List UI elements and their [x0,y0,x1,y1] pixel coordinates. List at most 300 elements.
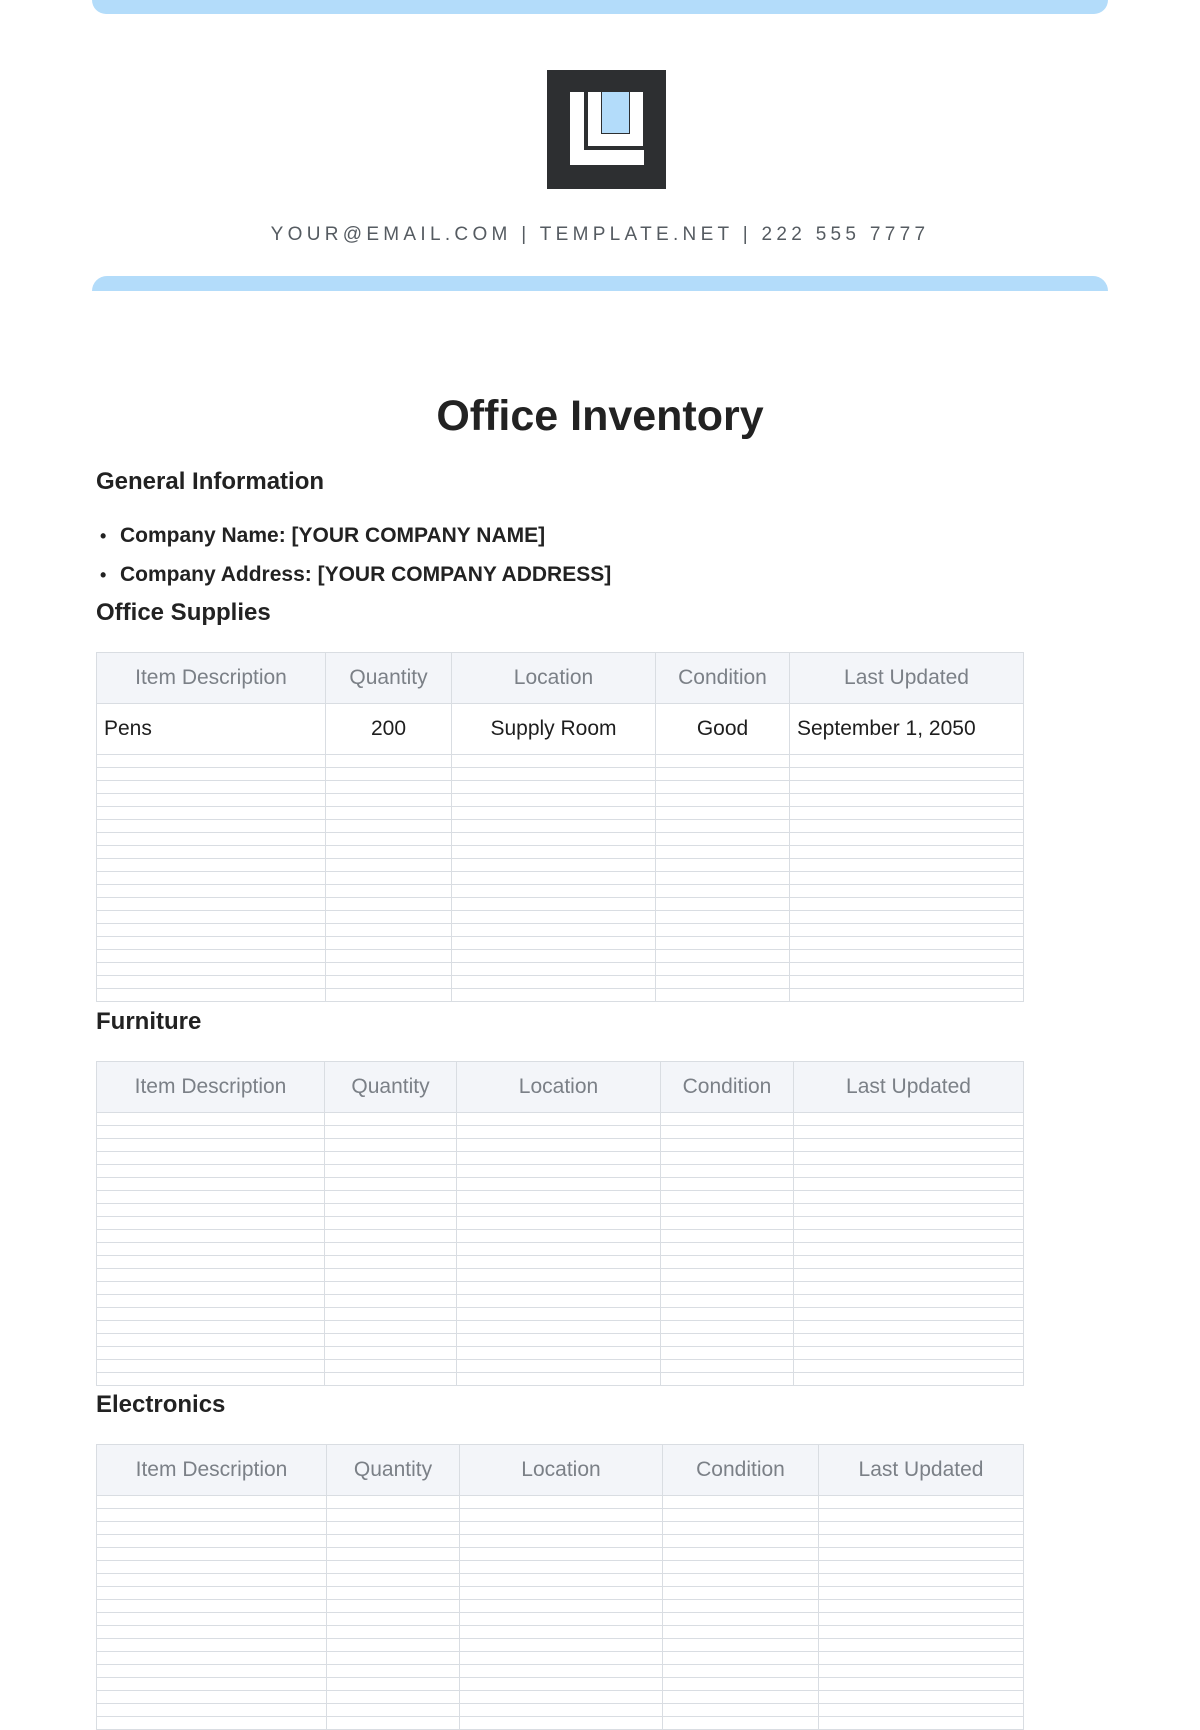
empty-cell[interactable] [326,911,452,924]
empty-cell[interactable] [790,963,1024,976]
empty-cell[interactable] [97,1204,325,1217]
empty-cell[interactable] [663,1639,819,1652]
empty-cell[interactable] [794,1321,1024,1334]
empty-cell[interactable] [794,1308,1024,1321]
empty-cell[interactable] [819,1717,1024,1730]
empty-cell[interactable] [661,1282,794,1295]
empty-cell[interactable] [327,1691,460,1704]
empty-cell[interactable] [325,1152,457,1165]
empty-cell[interactable] [794,1113,1024,1126]
empty-cell[interactable] [97,820,326,833]
empty-cell[interactable] [97,1496,327,1509]
empty-table-row [97,1321,1024,1334]
empty-cell[interactable] [452,924,656,937]
empty-cell[interactable] [794,1152,1024,1165]
empty-cell[interactable] [452,963,656,976]
empty-cell[interactable] [794,1269,1024,1282]
empty-cell[interactable] [97,1522,327,1535]
empty-cell[interactable] [661,1321,794,1334]
empty-cell[interactable] [460,1704,663,1717]
empty-cell[interactable] [326,807,452,820]
empty-cell[interactable] [794,1178,1024,1191]
empty-cell[interactable] [790,950,1024,963]
empty-cell[interactable] [326,781,452,794]
empty-cell[interactable] [663,1678,819,1691]
empty-cell[interactable] [656,898,790,911]
empty-cell[interactable] [325,1243,457,1256]
empty-cell[interactable] [819,1626,1024,1639]
empty-cell[interactable] [97,846,326,859]
empty-cell[interactable] [457,1191,661,1204]
empty-cell[interactable] [656,885,790,898]
empty-cell[interactable] [460,1639,663,1652]
empty-cell[interactable] [452,911,656,924]
empty-cell[interactable] [326,768,452,781]
empty-cell[interactable] [325,1165,457,1178]
empty-cell[interactable] [794,1295,1024,1308]
empty-cell[interactable] [97,1165,325,1178]
empty-cell[interactable] [97,1126,325,1139]
empty-cell[interactable] [790,885,1024,898]
empty-cell[interactable] [819,1613,1024,1626]
empty-cell[interactable] [656,924,790,937]
empty-cell[interactable] [663,1613,819,1626]
empty-cell[interactable] [790,872,1024,885]
empty-cell[interactable] [656,794,790,807]
empty-cell[interactable] [460,1522,663,1535]
empty-cell[interactable] [97,924,326,937]
empty-cell[interactable] [661,1347,794,1360]
empty-cell[interactable] [97,1113,325,1126]
empty-cell[interactable] [661,1308,794,1321]
empty-cell[interactable] [97,1360,325,1373]
empty-table-row [97,820,1024,833]
empty-cell[interactable] [452,937,656,950]
empty-cell[interactable] [452,872,656,885]
empty-cell[interactable] [452,898,656,911]
empty-cell[interactable] [794,1165,1024,1178]
empty-cell[interactable] [663,1626,819,1639]
empty-cell[interactable] [97,911,326,924]
empty-cell[interactable] [97,1548,327,1561]
empty-cell[interactable] [661,1256,794,1269]
empty-cell[interactable] [790,989,1024,1002]
empty-cell[interactable] [326,872,452,885]
empty-cell[interactable] [794,1373,1024,1386]
empty-cell[interactable] [663,1496,819,1509]
empty-cell[interactable] [325,1230,457,1243]
empty-cell[interactable] [325,1321,457,1334]
empty-cell[interactable] [452,794,656,807]
empty-cell[interactable] [325,1334,457,1347]
empty-cell[interactable] [97,1587,327,1600]
cell-quantity[interactable]: 200 [326,704,452,755]
empty-cell[interactable] [794,1204,1024,1217]
cell-location[interactable]: Supply Room [452,704,656,755]
empty-cell[interactable] [790,846,1024,859]
empty-cell[interactable] [790,898,1024,911]
empty-cell[interactable] [460,1574,663,1587]
empty-cell[interactable] [97,1269,325,1282]
empty-cell[interactable] [460,1600,663,1613]
empty-cell[interactable] [790,755,1024,768]
empty-cell[interactable] [97,1282,325,1295]
empty-cell[interactable] [97,898,326,911]
empty-cell[interactable] [790,807,1024,820]
empty-cell[interactable] [325,1191,457,1204]
empty-cell[interactable] [327,1522,460,1535]
empty-cell[interactable] [97,807,326,820]
empty-cell[interactable] [325,1282,457,1295]
empty-cell[interactable] [656,976,790,989]
empty-cell[interactable] [97,1243,325,1256]
empty-cell[interactable] [326,794,452,807]
empty-cell[interactable] [656,937,790,950]
cell-last-updated[interactable]: September 1, 2050 [790,704,1024,755]
empty-cell[interactable] [460,1626,663,1639]
empty-cell[interactable] [326,937,452,950]
empty-cell[interactable] [460,1665,663,1678]
empty-cell[interactable] [656,781,790,794]
empty-cell[interactable] [97,1652,327,1665]
empty-cell[interactable] [326,989,452,1002]
empty-cell[interactable] [663,1509,819,1522]
empty-cell[interactable] [97,1256,325,1269]
empty-cell[interactable] [457,1152,661,1165]
empty-cell[interactable] [97,755,326,768]
empty-cell[interactable] [97,1561,327,1574]
empty-cell[interactable] [661,1152,794,1165]
empty-cell[interactable] [97,1509,327,1522]
empty-cell[interactable] [326,924,452,937]
empty-cell[interactable] [97,1639,327,1652]
empty-cell[interactable] [325,1204,457,1217]
empty-cell[interactable] [790,976,1024,989]
empty-cell[interactable] [327,1548,460,1561]
empty-cell[interactable] [790,781,1024,794]
empty-cell[interactable] [663,1561,819,1574]
empty-cell[interactable] [457,1217,661,1230]
empty-cell[interactable] [794,1282,1024,1295]
empty-cell[interactable] [819,1652,1024,1665]
empty-cell[interactable] [97,1230,325,1243]
empty-cell[interactable] [327,1652,460,1665]
empty-cell[interactable] [97,833,326,846]
empty-cell[interactable] [819,1678,1024,1691]
empty-cell[interactable] [794,1243,1024,1256]
empty-cell[interactable] [327,1626,460,1639]
empty-cell[interactable] [457,1113,661,1126]
empty-cell[interactable] [326,950,452,963]
empty-cell[interactable] [452,781,656,794]
empty-cell[interactable] [327,1574,460,1587]
empty-cell[interactable] [790,794,1024,807]
empty-cell[interactable] [97,1535,327,1548]
empty-cell[interactable] [97,794,326,807]
empty-cell[interactable] [327,1678,460,1691]
empty-cell[interactable] [97,885,326,898]
empty-cell[interactable] [97,1665,327,1678]
empty-cell[interactable] [457,1321,661,1334]
empty-cell[interactable] [327,1704,460,1717]
empty-cell[interactable] [97,963,326,976]
empty-cell[interactable] [790,833,1024,846]
empty-cell[interactable] [97,1321,325,1334]
empty-cell[interactable] [327,1639,460,1652]
empty-cell[interactable] [457,1360,661,1373]
empty-cell[interactable] [457,1230,661,1243]
empty-table-row [97,781,1024,794]
empty-cell[interactable] [327,1717,460,1730]
empty-cell[interactable] [97,1691,327,1704]
empty-cell[interactable] [452,976,656,989]
empty-cell[interactable] [819,1574,1024,1587]
empty-cell[interactable] [97,989,326,1002]
empty-cell[interactable] [457,1256,661,1269]
empty-cell[interactable] [819,1522,1024,1535]
empty-cell[interactable] [819,1665,1024,1678]
empty-cell[interactable] [661,1217,794,1230]
empty-cell[interactable] [794,1256,1024,1269]
empty-cell[interactable] [97,1613,327,1626]
empty-cell[interactable] [97,1717,327,1730]
empty-cell[interactable] [661,1360,794,1373]
empty-cell[interactable] [819,1509,1024,1522]
empty-cell[interactable] [656,820,790,833]
empty-cell[interactable] [452,820,656,833]
empty-cell[interactable] [656,950,790,963]
empty-cell[interactable] [819,1587,1024,1600]
empty-cell[interactable] [663,1574,819,1587]
empty-cell[interactable] [661,1191,794,1204]
empty-cell[interactable] [661,1230,794,1243]
empty-cell[interactable] [326,898,452,911]
empty-cell[interactable] [457,1334,661,1347]
empty-cell[interactable] [452,885,656,898]
empty-cell[interactable] [452,859,656,872]
empty-cell[interactable] [97,1600,327,1613]
empty-cell[interactable] [327,1509,460,1522]
empty-cell[interactable] [656,872,790,885]
empty-cell[interactable] [460,1652,663,1665]
empty-cell[interactable] [661,1295,794,1308]
empty-cell[interactable] [663,1600,819,1613]
empty-cell[interactable] [326,859,452,872]
empty-cell[interactable] [663,1665,819,1678]
empty-cell[interactable] [790,859,1024,872]
empty-cell[interactable] [327,1600,460,1613]
empty-cell[interactable] [656,846,790,859]
cell-item-description[interactable]: Pens [97,704,326,755]
empty-cell[interactable] [794,1347,1024,1360]
empty-cell[interactable] [457,1295,661,1308]
cell-condition[interactable]: Good [656,704,790,755]
empty-cell[interactable] [457,1347,661,1360]
empty-cell[interactable] [97,1373,325,1386]
empty-cell[interactable] [97,1295,325,1308]
empty-cell[interactable] [452,807,656,820]
empty-cell[interactable] [819,1535,1024,1548]
empty-cell[interactable] [661,1113,794,1126]
empty-cell[interactable] [460,1613,663,1626]
empty-cell[interactable] [325,1347,457,1360]
empty-cell[interactable] [656,768,790,781]
empty-cell[interactable] [326,976,452,989]
empty-cell[interactable] [452,846,656,859]
empty-cell[interactable] [97,1139,325,1152]
empty-cell[interactable] [327,1496,460,1509]
empty-cell[interactable] [326,820,452,833]
empty-cell[interactable] [819,1691,1024,1704]
empty-cell[interactable] [460,1561,663,1574]
empty-cell[interactable] [656,963,790,976]
empty-cell[interactable] [97,937,326,950]
empty-cell[interactable] [663,1652,819,1665]
empty-cell[interactable] [794,1126,1024,1139]
empty-cell[interactable] [656,859,790,872]
empty-cell[interactable] [97,1178,325,1191]
empty-cell[interactable] [325,1295,457,1308]
empty-cell[interactable] [656,807,790,820]
empty-cell[interactable] [97,1191,325,1204]
empty-cell[interactable] [661,1269,794,1282]
empty-cell[interactable] [452,768,656,781]
empty-cell[interactable] [97,1217,325,1230]
empty-cell[interactable] [97,859,326,872]
empty-cell[interactable] [819,1496,1024,1509]
column-header-last-updated: Last Updated [794,1062,1024,1113]
empty-cell[interactable] [460,1496,663,1509]
empty-cell[interactable] [325,1269,457,1282]
empty-cell[interactable] [661,1126,794,1139]
empty-cell[interactable] [97,1704,327,1717]
empty-cell[interactable] [457,1165,661,1178]
empty-cell[interactable] [457,1282,661,1295]
empty-cell[interactable] [790,911,1024,924]
empty-cell[interactable] [97,781,326,794]
empty-cell[interactable] [327,1535,460,1548]
empty-cell[interactable] [457,1373,661,1386]
empty-cell[interactable] [663,1704,819,1717]
empty-cell[interactable] [325,1178,457,1191]
empty-cell[interactable] [663,1522,819,1535]
empty-cell[interactable] [457,1243,661,1256]
empty-cell[interactable] [327,1561,460,1574]
empty-cell[interactable] [457,1204,661,1217]
empty-cell[interactable] [452,950,656,963]
empty-cell[interactable] [819,1704,1024,1717]
empty-cell[interactable] [97,1152,325,1165]
empty-cell[interactable] [325,1126,457,1139]
empty-cell[interactable] [457,1308,661,1321]
empty-cell[interactable] [457,1126,661,1139]
empty-cell[interactable] [460,1678,663,1691]
empty-cell[interactable] [327,1665,460,1678]
empty-cell[interactable] [325,1308,457,1321]
empty-cell[interactable] [452,989,656,1002]
empty-cell[interactable] [327,1613,460,1626]
empty-cell[interactable] [663,1717,819,1730]
empty-cell[interactable] [97,976,326,989]
empty-cell[interactable] [460,1717,663,1730]
empty-cell[interactable] [457,1178,661,1191]
empty-cell[interactable] [452,833,656,846]
empty-cell[interactable] [457,1139,661,1152]
empty-cell[interactable] [663,1548,819,1561]
empty-cell[interactable] [97,1574,327,1587]
empty-cell[interactable] [326,885,452,898]
empty-cell[interactable] [790,937,1024,950]
empty-cell[interactable] [794,1230,1024,1243]
empty-cell[interactable] [661,1204,794,1217]
empty-cell[interactable] [794,1360,1024,1373]
empty-cell[interactable] [460,1587,663,1600]
empty-cell[interactable] [97,950,326,963]
empty-cell[interactable] [661,1373,794,1386]
empty-cell[interactable] [794,1334,1024,1347]
empty-cell[interactable] [794,1217,1024,1230]
empty-cell[interactable] [325,1139,457,1152]
empty-cell[interactable] [663,1691,819,1704]
empty-cell[interactable] [656,755,790,768]
empty-cell[interactable] [457,1269,661,1282]
empty-cell[interactable] [325,1360,457,1373]
empty-cell[interactable] [326,755,452,768]
empty-cell[interactable] [656,911,790,924]
empty-cell[interactable] [460,1509,663,1522]
empty-cell[interactable] [325,1113,457,1126]
empty-cell[interactable] [661,1334,794,1347]
empty-cell[interactable] [790,820,1024,833]
table-header-row [97,1062,1024,1113]
empty-cell[interactable] [326,963,452,976]
empty-cell[interactable] [656,989,790,1002]
empty-cell[interactable] [661,1139,794,1152]
empty-cell[interactable] [97,1347,325,1360]
empty-cell[interactable] [794,1139,1024,1152]
empty-cell[interactable] [325,1217,457,1230]
empty-cell[interactable] [790,924,1024,937]
empty-cell[interactable] [327,1587,460,1600]
empty-cell[interactable] [97,872,326,885]
empty-cell[interactable] [97,1334,325,1347]
empty-cell[interactable] [97,1626,327,1639]
empty-cell[interactable] [452,755,656,768]
empty-cell[interactable] [790,768,1024,781]
empty-cell[interactable] [819,1639,1024,1652]
empty-cell[interactable] [819,1600,1024,1613]
empty-cell[interactable] [326,846,452,859]
empty-cell[interactable] [460,1535,663,1548]
empty-cell[interactable] [460,1691,663,1704]
empty-cell[interactable] [656,833,790,846]
empty-cell[interactable] [819,1561,1024,1574]
empty-cell[interactable] [661,1178,794,1191]
empty-cell[interactable] [819,1548,1024,1561]
empty-cell[interactable] [794,1191,1024,1204]
empty-cell[interactable] [326,833,452,846]
empty-cell[interactable] [97,768,326,781]
empty-cell[interactable] [325,1373,457,1386]
empty-cell[interactable] [97,1308,325,1321]
empty-cell[interactable] [325,1256,457,1269]
empty-cell[interactable] [663,1535,819,1548]
empty-cell[interactable] [97,1678,327,1691]
empty-cell[interactable] [661,1243,794,1256]
empty-cell[interactable] [460,1548,663,1561]
empty-cell[interactable] [661,1165,794,1178]
empty-cell[interactable] [663,1587,819,1600]
